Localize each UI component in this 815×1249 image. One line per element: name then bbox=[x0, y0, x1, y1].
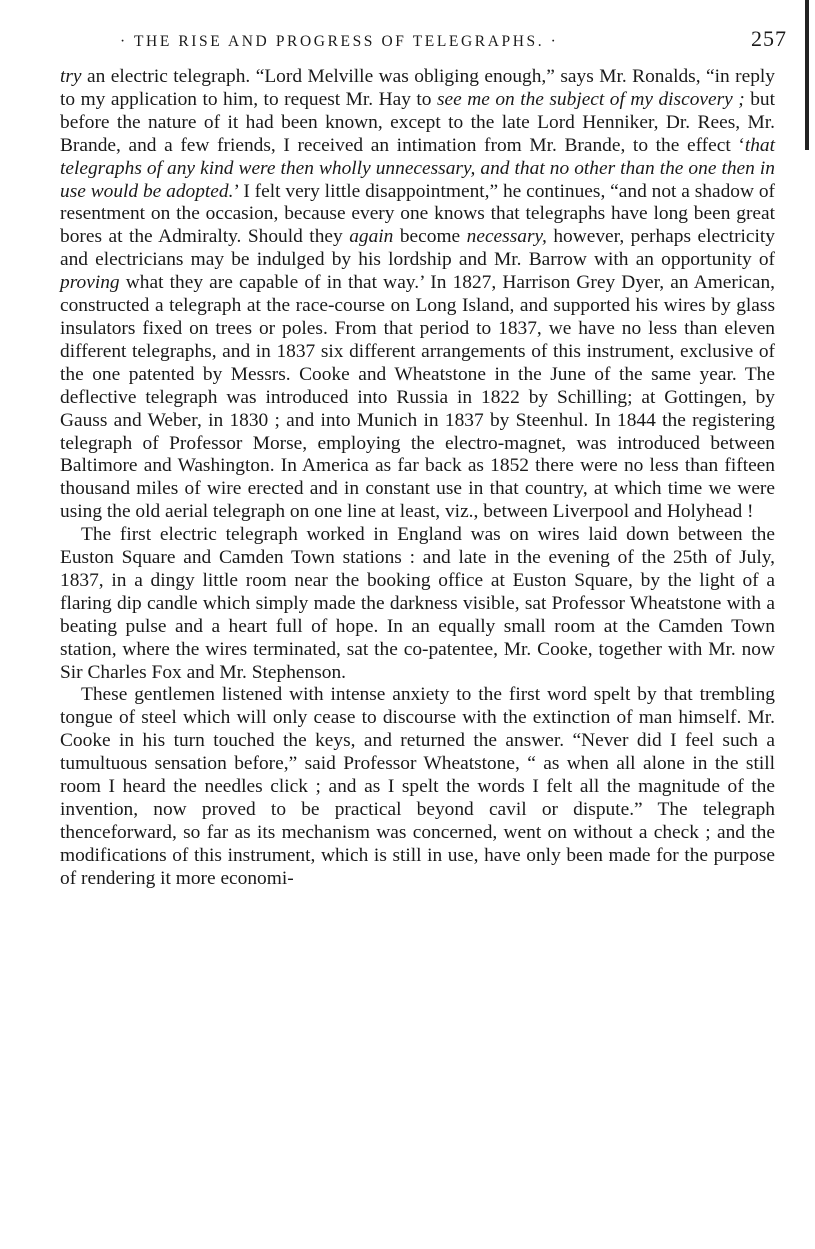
text-segment: an electric telegraph. “Lord Melville was obliging enough,” says Mr. Ronalds, “in reply to my application to him, to request Mr. Hay to bbox=[60, 66, 775, 110]
text-segment: however, perhaps electricity and electricians may be indulged by his lordship and Mr. Barrow with an opportunity of bbox=[60, 226, 775, 271]
text-segment: The first electric telegraph worked in England was on wires laid down between the Euston Square and Camden Town stations : and late in the evening of the 25th of July, 1837, in a dingy little room near the booking office at Euston Square, by the light of a flaring dip candle which simply made the darkness visible, sat Professor Wheatstone with a beating pulse and a heart full of hope. In an equally small room at the Camden Town station, where the wires terminated, sat the co-patentee, Mr. Cooke, together with Mr. now Sir Charles Fox and Mr. Stephenson. bbox=[60, 524, 775, 683]
text-segment: but before the nature of it had been known, except to the late Lord Henniker, Dr. Rees, Mr. Brande, and a few friends, I received an intimation from Mr. Brande, to the effect ‘ bbox=[60, 88, 775, 156]
paragraph-3 bbox=[60, 684, 775, 890]
text-segment: become bbox=[393, 226, 467, 248]
text-segment-italic: proving bbox=[60, 272, 120, 294]
text-segment-italic: see me on the subject of my discovery ; bbox=[436, 88, 745, 110]
text-segment: what they are capable of in that way.’ In 1827, Harrison Grey Dyer, an American, constructed a telegraph at the race-course on Long Island, and supported his wires by glass insulators fixed on trees or poles. From that period to 1837, we have no less than eleven different telegraphs, and in 1837 six different arrangements of this instrument, exclusive of the one patented by Messrs. Cooke and Wheatstone in the June of the same year. The deflective telegraph was introduced into Russia in 1822 by Schilling; at Gottingen, by Gauss and Weber, in 1830 ; and into Munich in 1837 by Steenhul. In 1844 the registering telegraph of Professor Morse, employing the electro-magnet, was introduced between Baltimore and Washington. In America as far back as 1852 there were no less than fifteen thousand miles of wire erected and in constant use in that country, at which time we were using the old aerial telegraph on one line at least, viz., between Liverpool and Holyhead ! bbox=[60, 272, 775, 523]
body-text bbox=[60, 66, 775, 891]
text-segment-italic: that telegraphs of any kind were then wholly unnecessary, and that no other than the one then in use would be adopted. bbox=[60, 134, 775, 202]
page-number: 257 bbox=[751, 26, 787, 51]
text-segment-italic: necessary, bbox=[466, 226, 547, 248]
page-header bbox=[60, 26, 787, 56]
paragraph-1 bbox=[60, 66, 775, 524]
text-segment-italic: again bbox=[349, 226, 394, 248]
text-segment: These gentlemen listened with intense anxiety to the first word spelt by that trembling tongue of steel which will only cease to discourse with the extinction of man himself. Mr. Cooke in his turn touched the keys, and returned the answer. “Never did I feel such a tumultuous sensation before,” said Professor Wheatstone, “ as when all alone in the still room I heard the needles click ; and as I spelt the words I felt all the magnitude of the invention, now proved to be practical beyond cavil or dispute.” The telegraph thenceforward, so far as its mechanism was concerned, went on without a check ; and the modifications of this instrument, which is still in use, have only been made for the purpose of rendering it more economi- bbox=[60, 684, 775, 889]
text-segment: ’ I felt very little disappointment,” he continues, “and not a shadow of resentment on the occasion, because every one knows that telegraphs have long been great bores at the Admiralty. Should they bbox=[60, 180, 775, 248]
paragraph-2 bbox=[60, 524, 775, 684]
text-segment-italic: try bbox=[60, 66, 82, 87]
page-edge-rule bbox=[805, 0, 809, 150]
running-head: · THE RISE AND PROGRESS OF TELEGRAPHS. · bbox=[120, 33, 559, 50]
